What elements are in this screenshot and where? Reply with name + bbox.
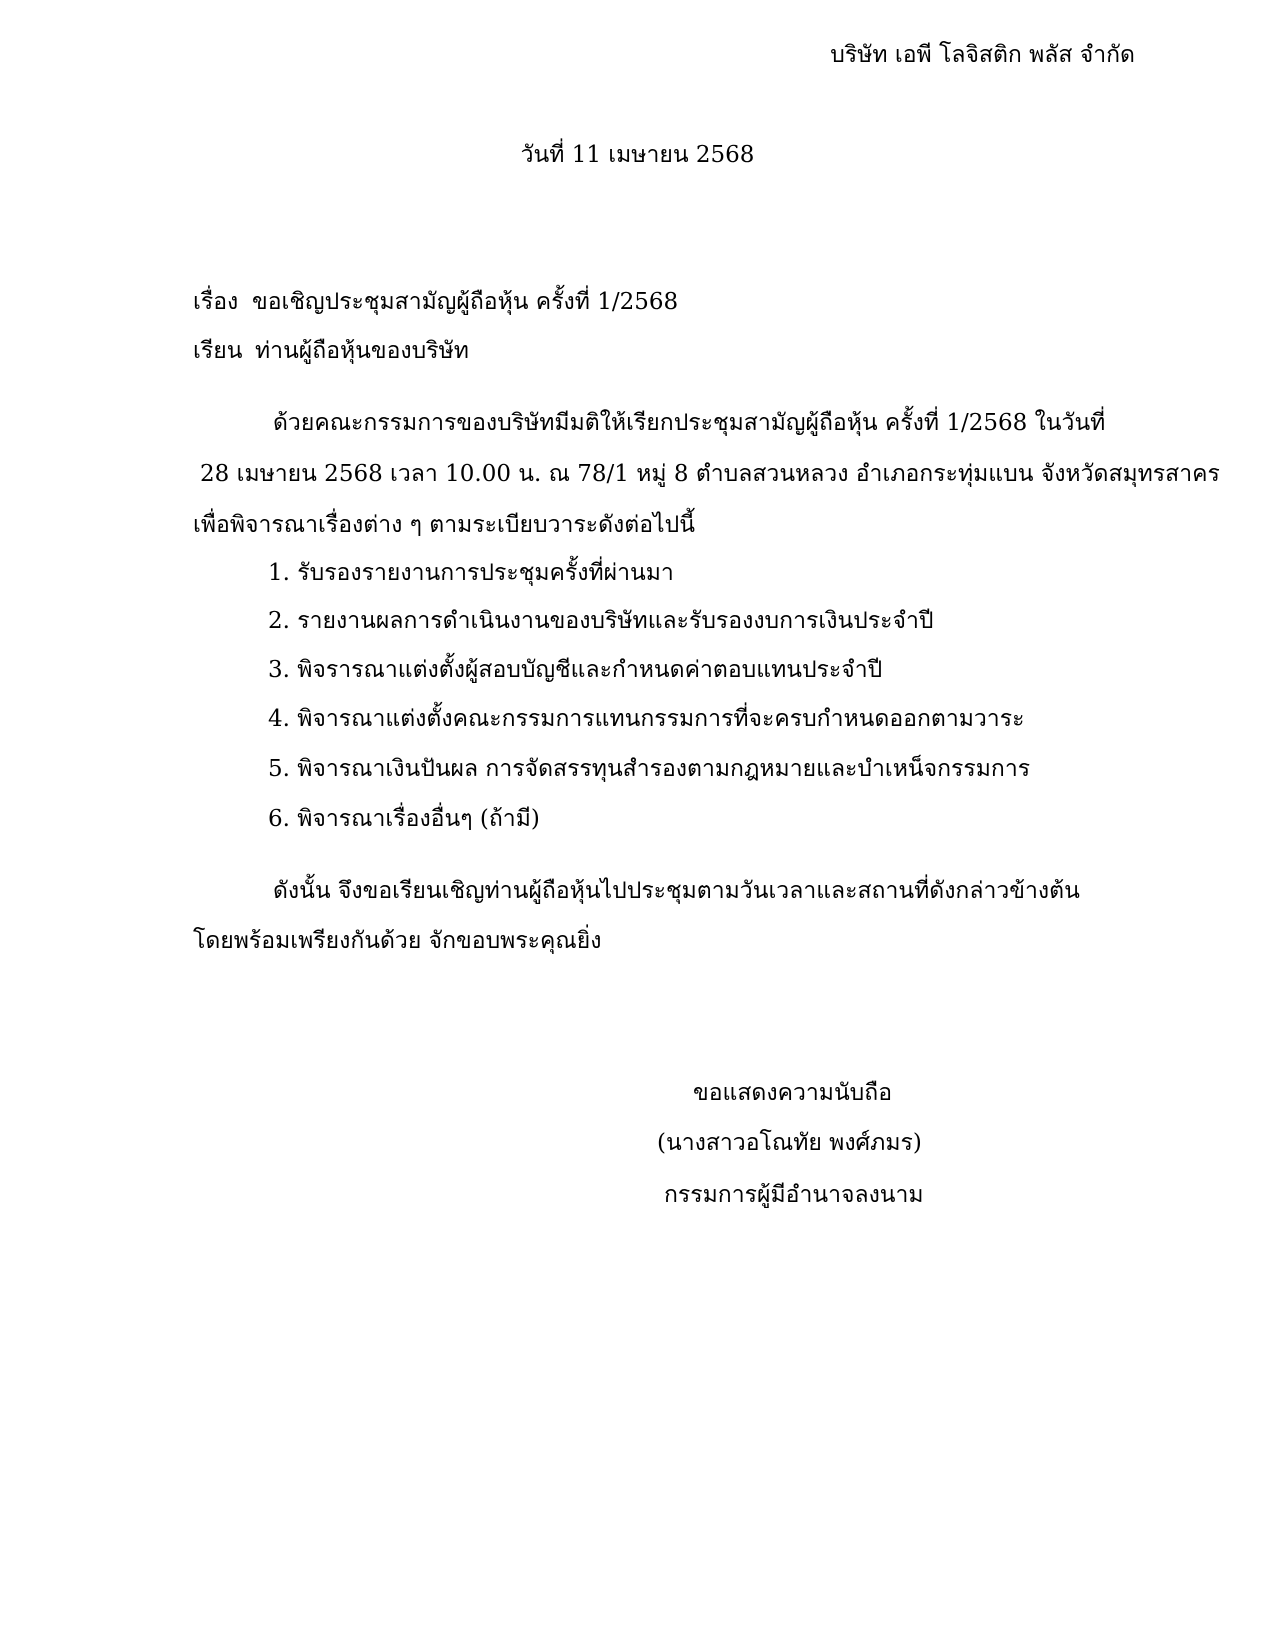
- agenda-item: 6. พิจารณาเรื่องอื่นๆ (ถ้ามี): [268, 806, 540, 832]
- subject-text: ขอเชิญประชุมสามัญผู้ถือหุ้น ครั้งที่ 1/2568: [252, 289, 679, 315]
- agenda-item: 1. รับรองรายงานการประชุมครั้งที่ผ่านมา: [268, 560, 674, 586]
- signer-name: (นางสาวอโณทัย พงศ์ภมร): [657, 1130, 922, 1156]
- paragraph-line: โดยพร้อมเพรียงกันด้วย จักขอบพระคุณยิ่ง: [193, 928, 602, 954]
- paragraph-line: ด้วยคณะกรรมการของบริษัทมีมติให้เรียกประชุมสามัญผู้ถือหุ้น ครั้งที่ 1/2568 ในวันที่: [273, 410, 1106, 436]
- paragraph-line: เพื่อพิจารณาเรื่องต่าง ๆ ตามระเบียบวาระดังต่อไปนี้: [193, 512, 695, 538]
- paragraph-line: ดังนั้น จึงขอเรียนเชิญท่านผู้ถือหุ้นไปประชุมตามวันเวลาและสถานที่ดังกล่าวข้างต้น: [273, 878, 1080, 904]
- paragraph-line: 28 เมษายน 2568 เวลา 10.00 น. ณ 78/1 หมู่ 8 ตำบลสวนหลวง อำเภอกระทุ่มแบน จังหวัดสมุทรสาคร: [200, 461, 1220, 487]
- recipient-label: เรียน: [193, 338, 243, 364]
- agenda-item: 2. รายงานผลการดำเนินงานของบริษัทและรับรองงบการเงินประจำปี: [268, 608, 934, 634]
- closing-salutation: ขอแสดงความนับถือ: [693, 1080, 893, 1106]
- agenda-item: 5. พิจารณาเงินปันผล การจัดสรรทุนสำรองตามกฎหมายและบำเหน็จกรรมการ: [268, 756, 1031, 782]
- signer-title: กรรมการผู้มีอำนาจลงนาม: [664, 1182, 924, 1208]
- letter-date: วันที่ 11 เมษายน 2568: [520, 142, 755, 168]
- recipient-text: ท่านผู้ถือหุ้นของบริษัท: [255, 338, 469, 364]
- company-name: บริษัท เอพี โลจิสติก พลัส จำกัด: [830, 42, 1135, 68]
- subject-label: เรื่อง: [193, 289, 239, 315]
- agenda-item: 4. พิจารณาแต่งตั้งคณะกรรมการแทนกรรมการที่จะครบกำหนดออกตามวาระ: [268, 706, 1025, 732]
- agenda-item: 3. พิจรารณาแต่งตั้งผู้สอบบัญชีและกำหนดค่าตอบแทนประจำปี: [268, 657, 883, 683]
